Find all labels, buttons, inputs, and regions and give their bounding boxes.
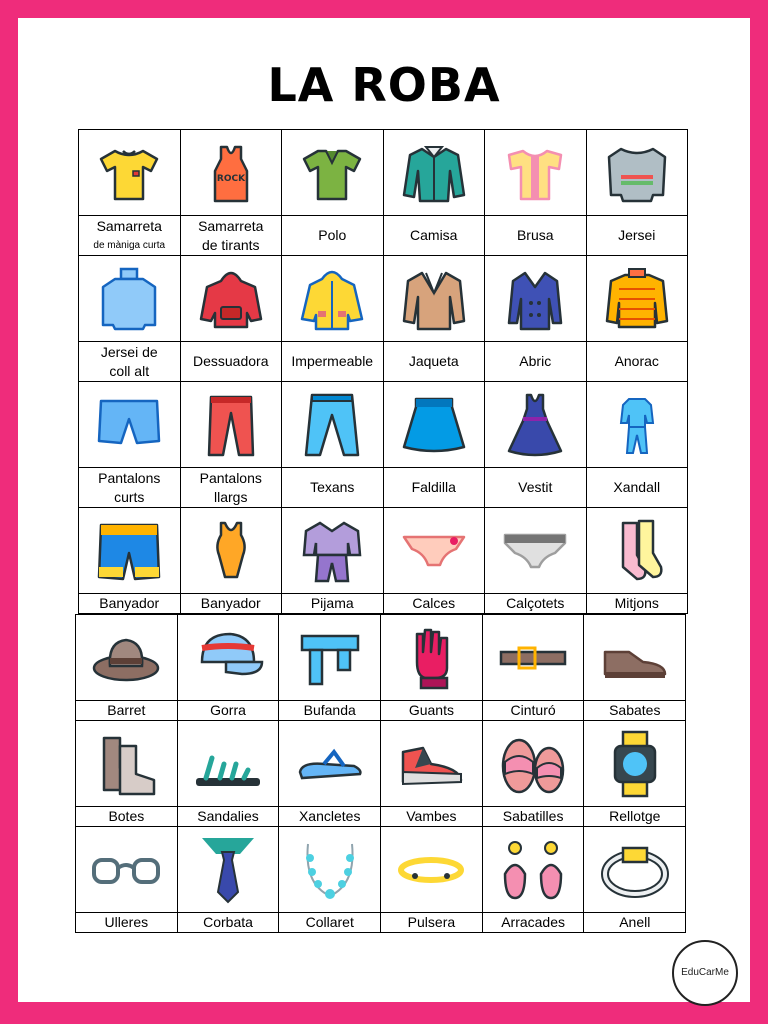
item-label-pulsera (381, 913, 483, 933)
item-label-corbata (177, 913, 279, 933)
item-image-cell (381, 721, 483, 807)
item-label-text: Faldilla (411, 479, 456, 495)
swimsuit-icon (181, 515, 282, 587)
pajamas-icon (282, 515, 383, 587)
item-image-cell (180, 130, 282, 216)
item-image-cell (177, 615, 279, 701)
anorak-icon (587, 263, 688, 335)
item-label-text: Brusa (516, 227, 554, 243)
item-image-cell (282, 382, 384, 468)
item-label-text: Pantalons curts (98, 469, 161, 505)
sandal-icon (178, 728, 279, 800)
scarf-icon (279, 622, 380, 694)
item-label-text: Anorac (614, 353, 659, 369)
item-label-samarreta (79, 216, 181, 256)
item-image-cell (180, 382, 282, 468)
item-label-bufanda (279, 701, 381, 721)
item-label-barret (76, 701, 178, 721)
item-label-pijama (282, 594, 384, 614)
glove-icon (381, 622, 482, 694)
page-title: LA ROBA (267, 58, 501, 112)
raincoat-icon (282, 263, 383, 335)
item-label-text: Samarreta (96, 217, 162, 234)
item-image-cell (584, 721, 686, 807)
item-label-samarreta-de-tirants (180, 216, 282, 256)
shoe-icon (584, 622, 685, 694)
item-label-text: Guants (408, 702, 454, 718)
item-image-cell (279, 615, 381, 701)
item-label-sandalies (177, 807, 279, 827)
item-label-text: Camisa (410, 227, 458, 243)
item-label-subtext: de màniga curta (93, 239, 166, 251)
item-label-cinturo (482, 701, 584, 721)
item-image-cell (586, 508, 688, 594)
tank-top-icon (181, 137, 282, 209)
item-label-text: Vambes (406, 808, 457, 824)
tracksuit-icon (587, 389, 688, 461)
item-label-collaret (279, 913, 381, 933)
tie-icon (178, 834, 279, 906)
item-label-anorac (586, 342, 688, 382)
item-image-cell (79, 382, 181, 468)
item-label-mitjons (586, 594, 688, 614)
item-image-cell (381, 827, 483, 913)
item-label-text: Abric (519, 353, 552, 369)
item-label-text: Jersei (618, 227, 656, 243)
item-image-cell (79, 508, 181, 594)
item-image-cell (485, 508, 587, 594)
item-label-sabatilles (482, 807, 584, 827)
item-image-cell (485, 382, 587, 468)
item-image-cell (586, 256, 688, 342)
item-image-cell (383, 508, 485, 594)
item-label-impermeable (282, 342, 384, 382)
item-image-cell (485, 256, 587, 342)
item-label-jersei (586, 216, 688, 256)
sweater-icon (587, 137, 688, 209)
item-label-text: Arracades (501, 914, 565, 930)
item-label-vambes (381, 807, 483, 827)
item-label-camisa (383, 216, 485, 256)
item-image-cell (79, 130, 181, 216)
socks-icon (587, 515, 688, 587)
item-label-text: Banyador (200, 595, 261, 611)
item-label-gorra (177, 701, 279, 721)
item-label-calcotets (485, 594, 587, 614)
item-label-sabates (584, 701, 686, 721)
item-image-cell (381, 615, 483, 701)
item-label-text: Xancletes (298, 808, 361, 824)
item-label-xancletes (279, 807, 381, 827)
item-image-cell (282, 256, 384, 342)
item-image-cell (485, 130, 587, 216)
trousers-icon (181, 389, 282, 461)
item-image-cell (584, 827, 686, 913)
item-image-cell (584, 615, 686, 701)
turtleneck-icon (79, 263, 180, 335)
panties-icon (384, 515, 485, 587)
necklace-icon (279, 834, 380, 906)
tshirt-icon (79, 137, 180, 209)
item-label-text: Barret (107, 702, 146, 718)
item-label-text: Anell (619, 914, 651, 930)
item-label-text: Samarreta de tirants (198, 217, 264, 253)
item-label-vestit (485, 468, 587, 508)
item-label-text: Collaret (305, 914, 354, 930)
item-label-guants (381, 701, 483, 721)
blouse-icon (485, 137, 586, 209)
watch-icon (584, 728, 685, 800)
flip-flop-icon (279, 728, 380, 800)
item-label-text: Mitjons (614, 595, 659, 611)
svg-text:ROCK: ROCK (216, 173, 245, 184)
hat-icon (76, 622, 177, 694)
ring-icon (584, 834, 685, 906)
item-label-anell (584, 913, 686, 933)
item-label-text: Bufanda (303, 702, 356, 718)
item-label-text: Cinturó (510, 702, 556, 718)
item-image-cell (279, 721, 381, 807)
glasses-icon (76, 834, 177, 906)
item-label-botes (76, 807, 178, 827)
skirt-icon (384, 389, 485, 461)
swim-shorts-icon (79, 515, 180, 587)
item-label-texans (282, 468, 384, 508)
item-label-faldilla (383, 468, 485, 508)
bracelet-icon (381, 834, 482, 906)
item-image-cell (76, 827, 178, 913)
clothing-grid-upper (78, 129, 688, 614)
item-label-abric (485, 342, 587, 382)
item-image-cell (177, 827, 279, 913)
item-label-text: Corbata (203, 914, 253, 930)
item-label-calces (383, 594, 485, 614)
item-label-ulleres (76, 913, 178, 933)
shirt-icon (384, 137, 485, 209)
item-image-cell (282, 508, 384, 594)
item-image-cell (482, 827, 584, 913)
item-label-text: Gorra (210, 702, 246, 718)
item-image-cell (180, 256, 282, 342)
boots-icon (76, 728, 177, 800)
item-label-text: Calces (412, 595, 456, 611)
item-label-pantalons-llargs (180, 468, 282, 508)
hoodie-icon (181, 263, 282, 335)
item-label-brusa (485, 216, 587, 256)
item-label-text: Botes (108, 808, 145, 824)
item-image-cell (383, 130, 485, 216)
item-label-polo (282, 216, 384, 256)
item-label-rellotge (584, 807, 686, 827)
item-image-cell (282, 130, 384, 216)
item-image-cell (76, 615, 178, 701)
item-label-text: Dessuadora (193, 353, 269, 369)
belt-icon (483, 622, 584, 694)
item-image-cell (586, 130, 688, 216)
item-label-dessuadora (180, 342, 282, 382)
item-label-xandall (586, 468, 688, 508)
item-image-cell (76, 721, 178, 807)
item-label-text: Sabates (609, 702, 661, 718)
item-label-text: Sabatilles (502, 808, 564, 824)
sneaker-icon (381, 728, 482, 800)
item-label-jersei-de-coll-alt (79, 342, 181, 382)
cap-icon (178, 622, 279, 694)
item-image-cell (383, 256, 485, 342)
coat-icon (485, 263, 586, 335)
item-label-text: Pulsera (407, 914, 456, 930)
item-label-text: Banyador (99, 595, 160, 611)
item-image-cell (180, 508, 282, 594)
item-label-text: Polo (318, 227, 347, 243)
item-label-text: Sandalies (197, 808, 259, 824)
item-label-text: Texans (310, 479, 355, 495)
educarme-logo: EduCarMe (672, 940, 738, 1006)
jeans-icon (282, 389, 383, 461)
polo-icon (282, 137, 383, 209)
item-label-banyador (180, 594, 282, 614)
item-image-cell (586, 382, 688, 468)
accessories-grid-lower (75, 614, 686, 933)
item-image-cell (482, 615, 584, 701)
item-image-cell (79, 256, 181, 342)
item-image-cell (177, 721, 279, 807)
item-image-cell (383, 382, 485, 468)
jacket-icon (384, 263, 485, 335)
item-image-cell (482, 721, 584, 807)
dress-icon (485, 389, 586, 461)
item-label-text: Xandall (613, 479, 661, 495)
item-label-text: Jaqueta (408, 353, 459, 369)
item-label-banyador (79, 594, 181, 614)
item-label-arracades (482, 913, 584, 933)
item-label-text: Jersei de coll alt (100, 343, 158, 379)
item-label-text: Rellotge (609, 808, 661, 824)
shorts-icon (79, 389, 180, 461)
earrings-icon (483, 834, 584, 906)
slippers-icon (483, 728, 584, 800)
item-label-text: Pantalons llargs (199, 469, 262, 505)
item-label-text: Ulleres (104, 914, 149, 930)
item-label-pantalons-curts (79, 468, 181, 508)
item-label-text: Calçotets (506, 595, 565, 611)
briefs-icon (485, 515, 586, 587)
item-label-text: Impermeable (291, 353, 374, 369)
item-label-text: Vestit (518, 479, 553, 495)
item-image-cell (279, 827, 381, 913)
item-label-text: Pijama (310, 595, 354, 611)
item-label-jaqueta (383, 342, 485, 382)
